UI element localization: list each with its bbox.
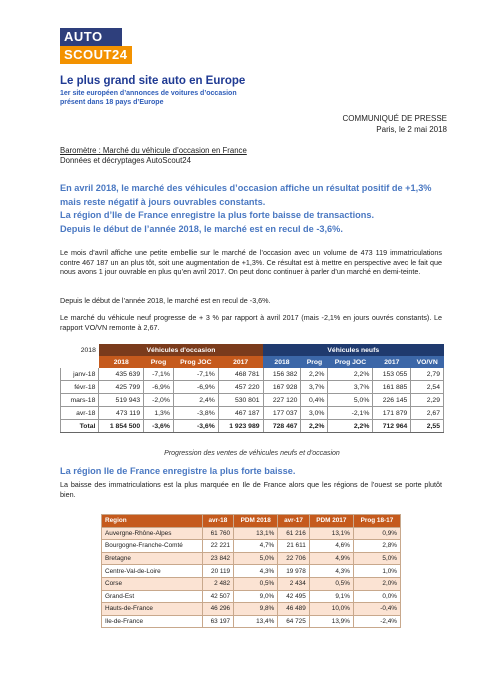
cell: 9,1%	[309, 590, 353, 603]
region-table	[101, 514, 401, 628]
cell: 2,8%	[353, 540, 400, 553]
table-year: 2018	[80, 346, 96, 354]
cell: 3,7%	[328, 381, 373, 394]
section-text: La baisse des immatriculations est la plus marquée en Ile de France alors que les régions de l’ouest se porte plutôt bien.	[60, 480, 442, 499]
cell: 1,3%	[144, 407, 174, 420]
cell: 9,0%	[234, 590, 278, 603]
table-row	[102, 552, 401, 565]
cell: 4,9%	[309, 552, 353, 565]
cell: -2,1%	[328, 407, 373, 420]
table-row	[61, 394, 444, 407]
cell: 728 467	[263, 420, 301, 433]
region-name: Centre-Val-de-Loire	[102, 565, 203, 578]
cell: 2,4%	[173, 394, 218, 407]
logo-scout24: SCOUT24	[60, 46, 132, 64]
press-date: Paris, le 2 mai 2018	[376, 125, 447, 134]
cell: 2 434	[278, 577, 310, 590]
cell: 519 943	[99, 394, 144, 407]
cell: 3,0%	[301, 407, 328, 420]
col-header: Prog JOC	[173, 356, 218, 368]
cell: 42 495	[278, 590, 310, 603]
body-paragraph-2: Depuis le début de l’année 2018, le marché est en recul de -3,6%.	[60, 296, 271, 305]
col-header: 2018	[99, 356, 144, 368]
col-header: PDM 2017	[309, 515, 353, 528]
cell: 2,2%	[328, 368, 373, 381]
cell: 10,0%	[309, 603, 353, 616]
body-paragraph-3: Le marché du véhicule neuf progresse de + 3 % par rapport à avril 2017 (mais -2,1% en jours ouvrés constants). Le rapport VO/VN remonte à 2,67.	[60, 313, 442, 332]
cell: 13,9%	[309, 615, 353, 628]
cell: 3,7%	[301, 381, 328, 394]
table-row	[102, 590, 401, 603]
barometer-title: Baromètre : Marché du véhicule d’occasion en France	[60, 146, 247, 155]
col-header: 2017	[373, 356, 411, 368]
body-paragraph-1: Le mois d’avril affiche une petite embellie sur le marché de l’occasion avec un volume de 473 119 immatriculations contre 467 187 un an plus tôt, soit une augmentation de +1,3%. Ce résultat est à mettre en perspective avec le fait que nous avons 1 jour ouvrable en plus qu’en avril 2017. On peut donc continuer à parler d’un marché en demi-teinte.	[60, 248, 442, 277]
cell: -7,1%	[173, 368, 218, 381]
cell: 2,55	[411, 420, 444, 433]
cell: 64 725	[278, 615, 310, 628]
group-header-used: Véhicules d'occasion	[99, 344, 263, 356]
barometer-block	[60, 146, 247, 166]
cell: 161 885	[373, 381, 411, 394]
region-name: Ile-de-France	[102, 615, 203, 628]
cell: 4,7%	[234, 540, 278, 553]
cell: 0,4%	[301, 394, 328, 407]
cell: 22 706	[278, 552, 310, 565]
cell: 2,2%	[328, 420, 373, 433]
cell: 13,4%	[234, 615, 278, 628]
cell: 1 854 500	[99, 420, 144, 433]
col-header: PDM 2018	[234, 515, 278, 528]
cell: 2,67	[411, 407, 444, 420]
cell: -6,9%	[173, 381, 218, 394]
cell: 23 842	[202, 552, 234, 565]
region-name: Bretagne	[102, 552, 203, 565]
table-row	[102, 615, 401, 628]
region-name: Auvergne-Rhône-Alpes	[102, 527, 203, 540]
cell: 0,5%	[234, 577, 278, 590]
cell: 46 489	[278, 603, 310, 616]
cell: -2,0%	[144, 394, 174, 407]
table-row	[102, 527, 401, 540]
subtagline: 1er site européen d’annonces de voitures d’occasion présent dans 18 pays d’Europe	[60, 90, 237, 106]
cell: -7,1%	[144, 368, 174, 381]
cell: 2,79	[411, 368, 444, 381]
row-label: févr-18	[61, 381, 99, 394]
cell: 468 781	[218, 368, 263, 381]
cell: -3,6%	[144, 420, 174, 433]
cell: 177 037	[263, 407, 301, 420]
cell: 4,3%	[234, 565, 278, 578]
cell: 2,2%	[301, 420, 328, 433]
col-header: Region	[102, 515, 203, 528]
cell: 61 760	[202, 527, 234, 540]
group-header-new: Véhicules neufs	[263, 344, 443, 356]
cell: 0,9%	[353, 527, 400, 540]
cell: 9,8%	[234, 603, 278, 616]
cell: 61 216	[278, 527, 310, 540]
region-name: Bourgogne-Franche-Comté	[102, 540, 203, 553]
tagline: Le plus grand site auto en Europe	[60, 75, 246, 87]
cell: 22 221	[202, 540, 234, 553]
col-header: Prog JOC	[328, 356, 373, 368]
table-row	[61, 381, 444, 394]
col-header: Prog 18-17	[353, 515, 400, 528]
cell: -6,9%	[144, 381, 174, 394]
barometer-subtitle: Données et décryptages AutoScout24	[60, 156, 191, 165]
col-header: Prog	[144, 356, 174, 368]
cell: 4,3%	[309, 565, 353, 578]
col-header: 2017	[218, 356, 263, 368]
col-header: VO/VN	[411, 356, 444, 368]
cell: 467 187	[218, 407, 263, 420]
cell: 0,5%	[309, 577, 353, 590]
cell: 0,0%	[353, 590, 400, 603]
table-row	[61, 407, 444, 420]
cell: 425 799	[99, 381, 144, 394]
cell: 2,2%	[301, 368, 328, 381]
row-label: janv-18	[61, 368, 99, 381]
region-name: Grand-Est	[102, 590, 203, 603]
cell: 2,0%	[353, 577, 400, 590]
row-label: avr-18	[61, 407, 99, 420]
cell: 5,0%	[353, 552, 400, 565]
cell: 63 197	[202, 615, 234, 628]
cell: 19 978	[278, 565, 310, 578]
press-block	[343, 113, 447, 135]
headline-p1: En avril 2018, le marché des véhicules d’occasion affiche un résultat positif de +1,3% mais reste négatif à jours ouvrables constants.	[60, 183, 432, 207]
cell: 20 119	[202, 565, 234, 578]
cell: 530 801	[218, 394, 263, 407]
cell: -0,4%	[353, 603, 400, 616]
cell: 4,6%	[309, 540, 353, 553]
table-caption: Progression des ventes de véhicules neufs et d'occasion	[164, 450, 340, 457]
cell: -3,8%	[173, 407, 218, 420]
col-header: 2018	[263, 356, 301, 368]
cell: 1 923 989	[218, 420, 263, 433]
cell: 153 055	[373, 368, 411, 381]
col-header: avr-18	[202, 515, 234, 528]
col-header: Prog	[301, 356, 328, 368]
table-row	[61, 368, 444, 381]
region-name: Corse	[102, 577, 203, 590]
cell: 5,0%	[234, 552, 278, 565]
cell: 13,1%	[234, 527, 278, 540]
cell: 227 120	[263, 394, 301, 407]
cell: 435 639	[99, 368, 144, 381]
table-row	[102, 603, 401, 616]
cell: 2,29	[411, 394, 444, 407]
headline-p3: Depuis le début de l’année 2018, le marché est en recul de -3,6%.	[60, 223, 343, 234]
cell: -3,6%	[173, 420, 218, 433]
table-row	[102, 540, 401, 553]
row-label: mars-18	[61, 394, 99, 407]
col-header: avr-17	[278, 515, 310, 528]
cell: 712 964	[373, 420, 411, 433]
cell: 13,1%	[309, 527, 353, 540]
press-label: COMMUNIQUÉ DE PRESSE	[342, 114, 447, 123]
row-label: Total	[61, 420, 99, 433]
cell: 46 296	[202, 603, 234, 616]
cell: 167 928	[263, 381, 301, 394]
cell: 226 145	[373, 394, 411, 407]
cell: 156 382	[263, 368, 301, 381]
cell: 5,0%	[328, 394, 373, 407]
region-name: Hauts-de-France	[102, 603, 203, 616]
cell: 473 119	[99, 407, 144, 420]
cell: -2,4%	[353, 615, 400, 628]
cell: 457 220	[218, 381, 263, 394]
headline	[60, 182, 450, 236]
cell: 171 879	[373, 407, 411, 420]
cell: 2 482	[202, 577, 234, 590]
headline-p2: La région d’Ile de France enregistre la plus forte baisse de transactions.	[60, 210, 375, 220]
cell: 1,0%	[353, 565, 400, 578]
cell: 2,54	[411, 381, 444, 394]
cell: 42 507	[202, 590, 234, 603]
section-title: La région Ile de France enregistre la plus forte baisse.	[60, 466, 296, 476]
table-row	[102, 565, 401, 578]
sales-table	[60, 344, 444, 433]
cell: 21 611	[278, 540, 310, 553]
table-row	[102, 577, 401, 590]
logo-auto: AUTO	[60, 28, 122, 46]
table-total-row	[61, 420, 444, 433]
